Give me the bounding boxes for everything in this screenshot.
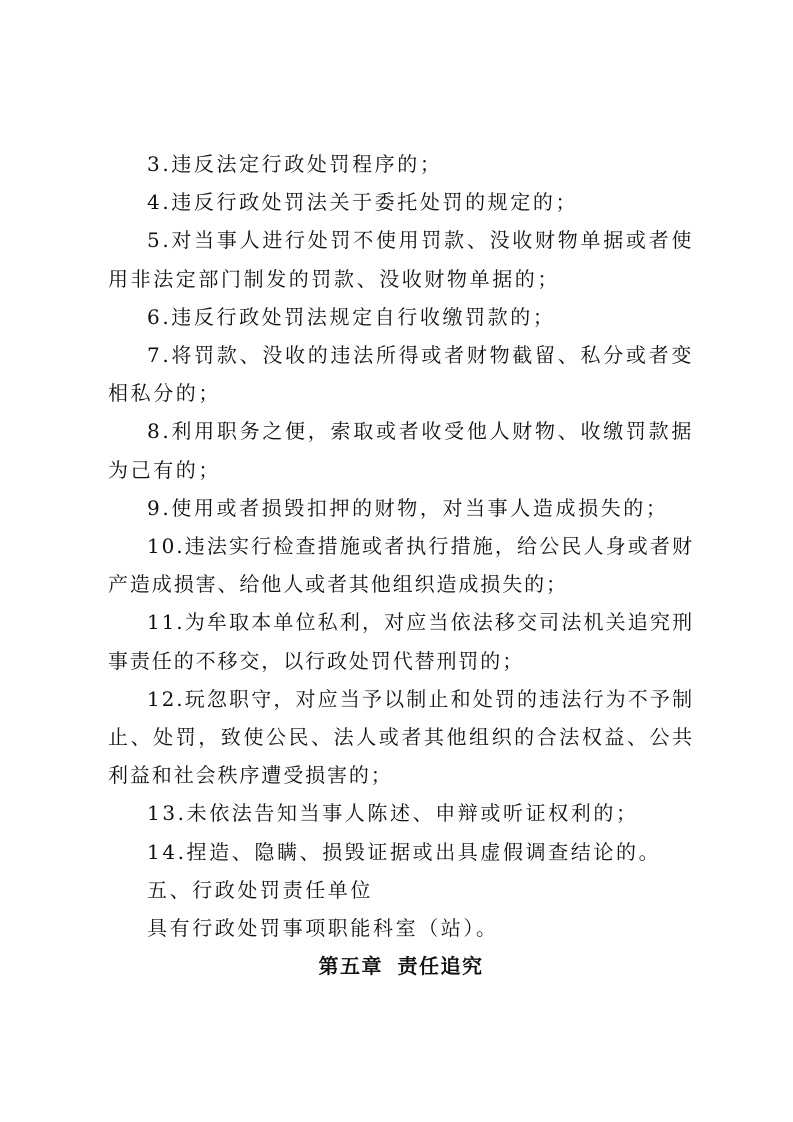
document-body — [108, 145, 694, 985]
list-item-5: 5.对当事人进行处罚不使用罚款、没收财物单据或者使用非法定部门制发的罚款、没收财物单据的； — [108, 228, 694, 291]
list-item-12: 12.玩忽职守，对应当予以制止和处罚的违法行为不予制止、处罚，致使公民、法人或者其他组织的合法权益、公共利益和社会秩序遭受损害的； — [108, 686, 694, 788]
list-item-11: 11.为牟取本单位私利，对应当依法移交司法机关追究刑事责任的不移交，以行政处罚代替刑罚的； — [108, 610, 694, 673]
list-item-6: 6.违反行政处罚法规定自行收缴罚款的； — [147, 304, 556, 329]
section-body: 具有行政处罚事项职能科室（站）。 — [147, 916, 499, 941]
list-item-14: 14.捏造、隐瞒、损毁证据或出具虚假调查结论的。 — [147, 839, 662, 864]
list-item-4: 4.违反行政处罚法关于委托处罚的规定的； — [147, 190, 579, 215]
list-item-10: 10.违法实行检查措施或者执行措施，给公民人身或者财产造成损害、给他人或者其他组织造成损失的； — [108, 534, 694, 597]
list-item-13: 13.未依法告知当事人陈述、申辩或听证权利的； — [147, 801, 639, 826]
list-item-8: 8.利用职务之便，索取或者收受他人财物、收缴罚款据为己有的； — [108, 419, 694, 482]
list-item-9: 9.使用或者损毁扣押的财物，对当事人造成损失的； — [147, 495, 669, 520]
list-item-3: 3.违反法定行政处罚程序的； — [147, 152, 443, 176]
section-heading: 五、行政处罚责任单位 — [147, 877, 373, 902]
chapter-title: 第五章 责任追究 — [318, 954, 484, 979]
list-item-7: 7.将罚款、没收的违法所得或者财物截留、私分或者变相私分的； — [108, 343, 694, 406]
